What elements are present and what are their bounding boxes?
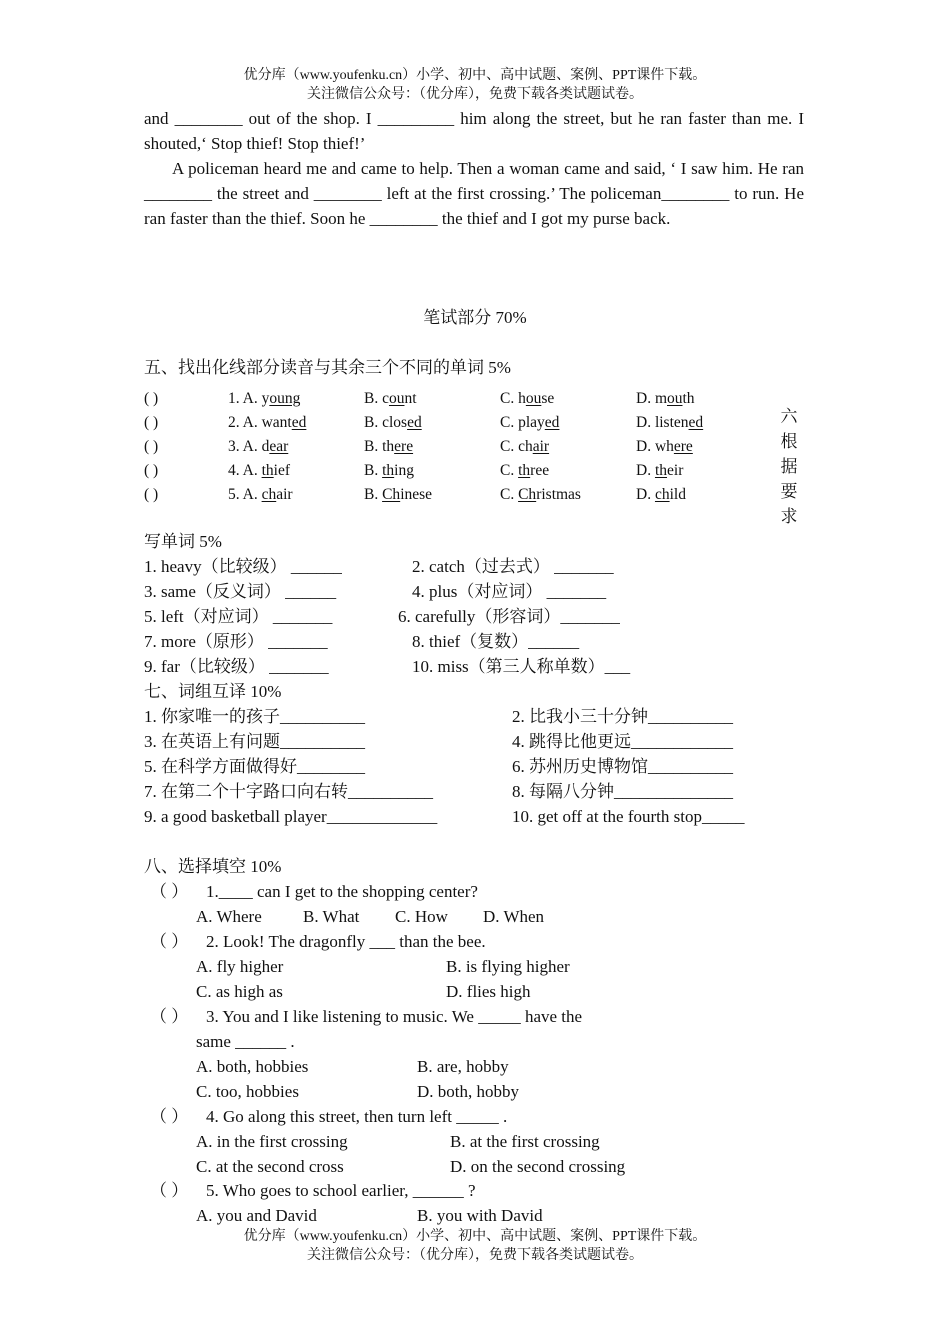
underlined-part: ere — [394, 438, 414, 455]
option: A. in the first crossing — [196, 1132, 348, 1151]
section7-item: 7. 在第二个十字路口向右转__________ — [144, 782, 433, 801]
question-number: 1. A. — [228, 390, 262, 407]
word-part: ief — [273, 462, 291, 479]
section6-subtitle: 写单词 5% — [144, 532, 222, 551]
answer-bracket[interactable]: ( ) — [144, 462, 159, 479]
section6-title-char: 六 — [780, 407, 798, 426]
option-word — [364, 486, 432, 504]
question-number: 3. A. — [228, 438, 262, 455]
section6-item: 2. catch（过去式） _______ — [412, 557, 614, 576]
underlined-part: th — [261, 462, 274, 479]
word-part: B. — [364, 486, 383, 503]
underlined-part: Ch — [382, 486, 401, 503]
section7-item: 10. get off at the fourth stop_____ — [512, 807, 745, 826]
underlined-part: air — [532, 438, 550, 455]
section6-title-char: 根 — [780, 432, 798, 451]
option: B. What — [303, 907, 360, 926]
option: D. on the second crossing — [450, 1157, 626, 1176]
passage-paragraph-2: A policeman heard me and came to help. Then a woman came and said, ‘ I saw him. He ran ________ the street and ________ left at the first crossing.’ The policeman________ to run. He ran faster than the thief. Soon he ________ the thief and I got my purse back. — [144, 159, 804, 228]
section7-item: 4. 跳得比他更远____________ — [512, 732, 733, 751]
section6-item: 10. miss（第三人称单数）___ — [412, 657, 631, 676]
word-part: se — [541, 390, 555, 407]
section7-item: 9. a good basketball player_____________ — [144, 807, 438, 826]
answer-bracket[interactable]: （ ） — [150, 932, 189, 951]
word-part: d — [261, 438, 270, 455]
word-part: B. c — [364, 390, 389, 407]
section7-item: 1. 你家唯一的孩子__________ — [144, 707, 365, 726]
option-word — [500, 438, 549, 456]
section7-item: 3. 在英语上有问题__________ — [144, 732, 365, 751]
option: D. When — [483, 907, 545, 926]
underlined-part: ou — [388, 390, 405, 407]
section6-title-char: 求 — [780, 507, 798, 526]
passage — [144, 106, 804, 231]
written-part-title: 笔试部分 70% — [423, 308, 527, 327]
option-word — [500, 462, 549, 480]
option-word — [228, 390, 300, 408]
word-part: ild — [669, 486, 686, 503]
word-part: C. — [500, 462, 519, 479]
section7-item: 5. 在科学方面做得好________ — [144, 757, 365, 776]
option-word — [636, 414, 703, 432]
section6-item: 3. same（反义词） ______ — [144, 582, 337, 601]
answer-bracket[interactable]: ( ) — [144, 486, 159, 503]
section7-item: 6. 苏州历史博物馆__________ — [512, 757, 733, 776]
option: A. both, hobbies — [196, 1057, 309, 1076]
option: C. too, hobbies — [196, 1082, 299, 1101]
option: D. flies high — [446, 982, 531, 1001]
section7-item: 8. 每隔八分钟______________ — [512, 782, 733, 801]
option: B. you with David — [417, 1206, 543, 1225]
option: B. are, hobby — [417, 1057, 509, 1076]
header-line-1: 优分库（www.youfenku.cn）小学、初中、高中试题、案例、PPT课件下载。 — [243, 68, 707, 83]
option-word — [228, 414, 306, 432]
option: D. both, hobby — [417, 1082, 519, 1101]
underlined-part: ed — [544, 414, 560, 431]
word-part: C. — [500, 486, 519, 503]
option-word — [364, 438, 413, 456]
option: A. you and David — [196, 1206, 317, 1225]
section6-item: 8. thief（复数）______ — [412, 632, 580, 651]
word-part: D. listen — [636, 414, 689, 431]
question-stem-continued: same ______ . — [196, 1032, 295, 1051]
underlined-part: ch — [261, 486, 277, 503]
option-word — [636, 462, 683, 480]
word-part: ristmas — [536, 486, 581, 503]
underlined-part: th — [654, 462, 668, 479]
word-part: B. — [364, 462, 383, 479]
underlined-part: th — [518, 462, 531, 479]
word-part: D. m — [636, 390, 667, 407]
underlined-part: ed — [291, 414, 307, 431]
question-number: 4. A. — [228, 462, 262, 479]
option: A. fly higher — [196, 957, 284, 976]
word-part: nt — [404, 390, 417, 407]
option-word — [228, 438, 288, 456]
answer-bracket[interactable]: （ ） — [150, 1181, 189, 1200]
question-stem: 1.____ can I get to the shopping center? — [206, 882, 478, 901]
word-part: C. ch — [500, 438, 533, 455]
footer-line-1: 优分库（www.youfenku.cn）小学、初中、高中试题、案例、PPT课件下载。 — [243, 1229, 707, 1244]
word-part: C. h — [500, 390, 526, 407]
answer-bracket[interactable]: （ ） — [150, 1007, 189, 1026]
option: A. Where — [196, 907, 262, 926]
answer-bracket[interactable]: ( ) — [144, 390, 159, 407]
section7-item: 2. 比我小三十分钟__________ — [512, 707, 733, 726]
footer-line-2: 关注微信公众号：（优分库），免费下载各类试题试卷。 — [307, 1248, 643, 1263]
option-word — [228, 462, 290, 480]
underlined-part: ed — [688, 414, 704, 431]
option: C. at the second cross — [196, 1157, 344, 1176]
option-word — [228, 486, 293, 504]
section5-title: 五、找出化线部分读音与其余三个不同的单词 5% — [144, 358, 511, 377]
section6-title-char: 要 — [780, 482, 798, 501]
word-part: C. play — [500, 414, 545, 431]
word-part: ree — [530, 462, 550, 479]
underlined-part: ch — [654, 486, 670, 503]
option-word — [636, 390, 695, 408]
question-number: 5. A. — [228, 486, 262, 503]
header-line-2: 关注微信公众号：（优分库），免费下载各类试题试卷。 — [307, 87, 643, 102]
answer-bracket[interactable]: （ ） — [150, 882, 189, 901]
answer-bracket[interactable]: （ ） — [150, 1107, 189, 1126]
option: B. is flying higher — [446, 957, 570, 976]
underlined-part: Ch — [518, 486, 537, 503]
question-stem: 5. Who goes to school earlier, ______ ? — [206, 1181, 476, 1200]
underlined-part: ere — [673, 438, 693, 455]
section7-title: 七、词组互译 10% — [144, 682, 282, 701]
option-word — [500, 486, 581, 504]
option-word — [364, 414, 422, 432]
section6-item: 9. far（比较级） _______ — [144, 657, 329, 676]
section6-vertical-title — [779, 404, 799, 529]
section6-title-char: 据 — [780, 457, 798, 476]
option-word — [500, 414, 559, 432]
word-part: inese — [400, 486, 433, 503]
option-word — [500, 390, 554, 408]
word-part: D. — [636, 462, 655, 479]
option: C. How — [395, 907, 448, 926]
option: C. as high as — [196, 982, 283, 1001]
word-part: air — [276, 486, 293, 503]
option-word — [636, 486, 686, 504]
underlined-part: oung — [269, 390, 301, 407]
underlined-part: ou — [525, 390, 542, 407]
word-part: D. wh — [636, 438, 674, 455]
option: B. at the first crossing — [450, 1132, 600, 1151]
section6-item: 6. carefully（形容词）_______ — [398, 607, 620, 626]
underlined-part: ear — [269, 438, 289, 455]
question-number: 2. A. — [228, 414, 262, 431]
passage-paragraph-1: and ________ out of the shop. I _________ him along the street, but he ran faster than me. I shouted,‘ Stop thief! Stop thief!’ — [144, 109, 804, 153]
underlined-part: th — [382, 462, 395, 479]
question-stem: 2. Look! The dragonfly ___ than the bee. — [206, 932, 486, 951]
word-part: ing — [394, 462, 414, 479]
section6-item: 7. more（原形） _______ — [144, 632, 328, 651]
question-stem: 3. You and I like listening to music. We _____ have the — [206, 1007, 583, 1026]
word-part: th — [682, 390, 695, 407]
section6-item: 4. plus（对应词） _______ — [412, 582, 607, 601]
word-part: y — [261, 390, 270, 407]
underlined-part: ed — [407, 414, 422, 431]
word-part: want — [261, 414, 292, 431]
answer-bracket[interactable]: ( ) — [144, 438, 159, 455]
word-part: B. th — [364, 438, 395, 455]
word-part: D. — [636, 486, 655, 503]
option-word — [364, 462, 414, 480]
section6-item: 1. heavy（比较级） ______ — [144, 557, 342, 576]
section8-title: 八、选择填空 10% — [144, 857, 282, 876]
option-word — [364, 390, 417, 408]
word-part: B. clos — [364, 414, 408, 431]
word-part: eir — [667, 462, 684, 479]
question-stem: 4. Go along this street, then turn left _____ . — [206, 1107, 508, 1126]
answer-bracket[interactable]: ( ) — [144, 414, 159, 431]
underlined-part: ou — [667, 390, 683, 407]
section6-item: 5. left（对应词） _______ — [144, 607, 333, 626]
option-word — [636, 438, 693, 456]
